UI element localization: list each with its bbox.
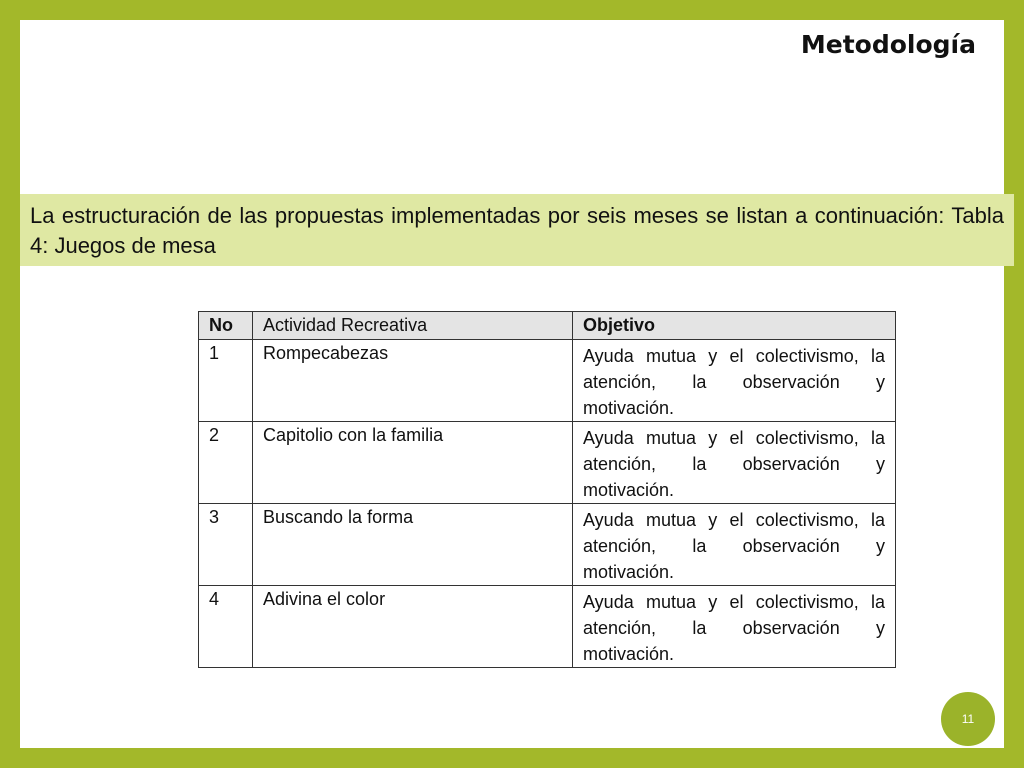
cell-no: 2 — [199, 422, 253, 504]
cell-objetivo: Ayuda mutua y el colectivismo, la atención, la observación y motivación. — [573, 504, 896, 586]
table-row — [199, 340, 896, 422]
cell-no: 1 — [199, 340, 253, 422]
header-objetivo: Objetivo — [573, 312, 896, 340]
cell-no: 3 — [199, 504, 253, 586]
slide-title: Metodología — [800, 30, 976, 59]
page-number-badge: 11 — [941, 692, 995, 746]
intro-text-box: La estructuración de las propuestas implementadas por seis meses se listan a continuación: Tabla 4: Juegos de mesa — [20, 194, 1014, 266]
cell-actividad: Adivina el color — [253, 586, 573, 668]
cell-objetivo: Ayuda mutua y el colectivismo, la atención, la observación y motivación. — [573, 340, 896, 422]
cell-objetivo: Ayuda mutua y el colectivismo, la atención, la observación y motivación. — [573, 586, 896, 668]
table-row — [199, 422, 896, 504]
cell-no: 4 — [199, 586, 253, 668]
table-row — [199, 586, 896, 668]
table-row — [199, 504, 896, 586]
cell-objetivo: Ayuda mutua y el colectivismo, la atención, la observación y motivación. — [573, 422, 896, 504]
cell-actividad: Capitolio con la familia — [253, 422, 573, 504]
table-header-row — [199, 312, 896, 340]
header-actividad: Actividad Recreativa — [253, 312, 573, 340]
header-no: No — [199, 312, 253, 340]
cell-actividad: Buscando la forma — [253, 504, 573, 586]
cell-actividad: Rompecabezas — [253, 340, 573, 422]
activities-table — [198, 311, 896, 668]
